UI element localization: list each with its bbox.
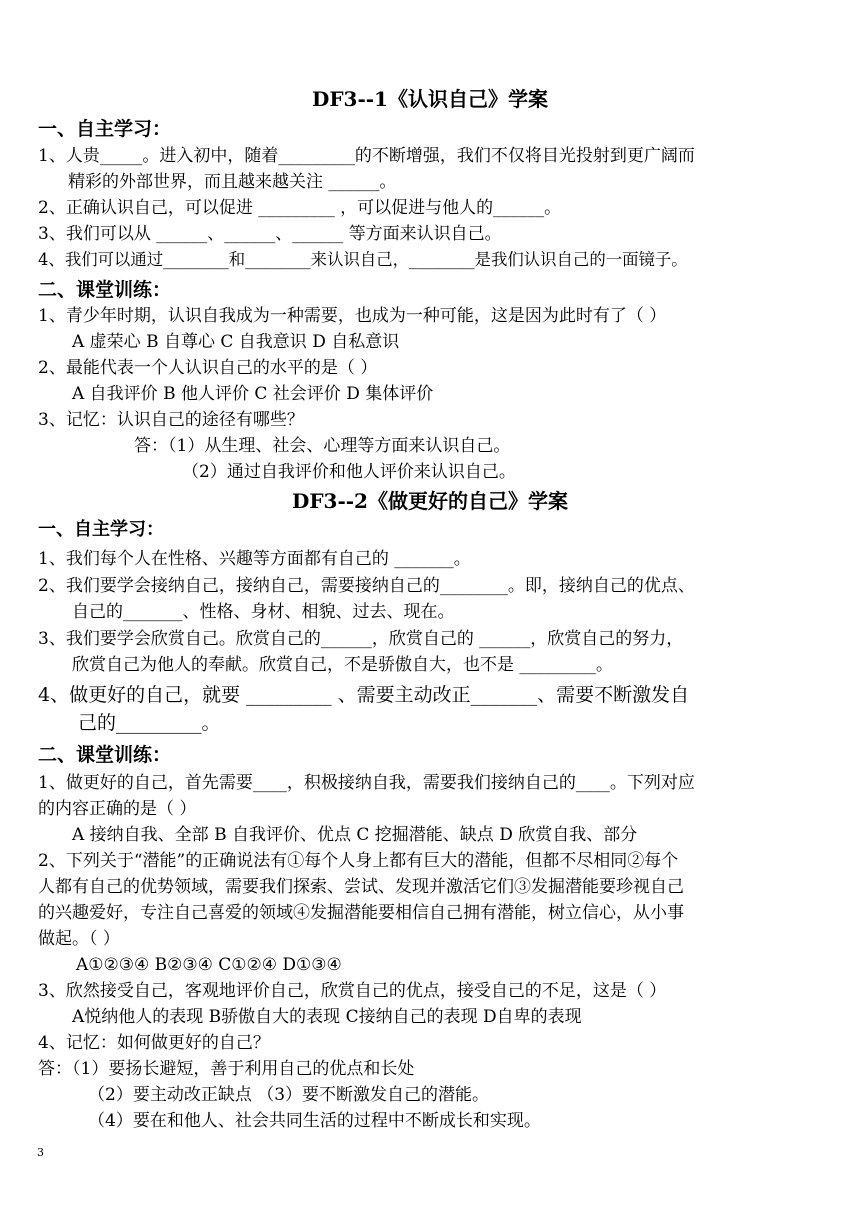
text-line: 欣赏自己为他人的奉献。欣赏自己，不是骄傲自大，也不是 _________。 bbox=[72, 655, 613, 675]
text-line: A悦纳他人的表现 B骄傲自大的表现 C接纳自己的表现 D自卑的表现 bbox=[72, 1007, 582, 1027]
section2-practice-heading: 二、课堂训练： bbox=[38, 744, 172, 766]
text-line: （2）通过自我评价和他人评价来认识自己。 bbox=[182, 462, 516, 482]
text-line: 1、做更好的自己，首先需要____，积极接纳自我，需要我们接纳自己的____。下列对应 bbox=[38, 773, 695, 793]
text-line: 人都有自己的优势领域，需要我们探索、尝试、发现并激活它们③发掘潜能要珍视自己 bbox=[38, 877, 684, 897]
text-line: 3、我们要学会欣赏自己。欣赏自己的______，欣赏自己的 ______，欣赏自己的努力， bbox=[38, 629, 684, 649]
text-line: A①②③④ B②③④ C①②④ D①③④ bbox=[76, 955, 342, 975]
text-line: 1、青少年时期，认识自我成为一种需要，也成为一种可能，这是因为此时有了（ ） bbox=[38, 306, 667, 326]
text-line: 3、记忆：认识自己的途径有哪些？ bbox=[38, 410, 304, 430]
text-line: A 接纳自我、全部 B 自我评价、优点 C 挖掘潜能、缺点 D 欣赏自我、部分 bbox=[72, 825, 638, 845]
text-line: 答：（1）从生理、社会、心理等方面来认识自己。 bbox=[134, 436, 511, 456]
section2-self-study-heading: 一、自主学习： bbox=[38, 519, 164, 540]
text-line: 4、记忆：如何做更好的自己？ bbox=[38, 1033, 270, 1053]
section1-self-study-heading: 一、自主学习： bbox=[38, 118, 172, 140]
text-line: 1、人贵_____。进入初中，随着_________的不断增强，我们不仅将目光投射到更广阔而 bbox=[38, 146, 695, 166]
text-line: 2、我们要学会接纳自己，接纳自己，需要接纳自己的________。即，接纳自己的优点、 bbox=[38, 576, 695, 596]
text-line: 4、我们可以通过________和________来认识自己，________是我们认识自己的一面镜子。 bbox=[38, 250, 688, 269]
text-line: A 自我评价 B 他人评价 C 社会评价 D 集体评价 bbox=[72, 384, 434, 404]
text-line: 3、欣然接受自己，客观地评价自己，欣赏自己的优点，接受自己的不足，这是（ ） bbox=[38, 981, 667, 1001]
text-line: 的兴趣爱好，专注自己喜爱的领域④发掘潜能要相信自己拥有潜能，树立信心，从小事 bbox=[38, 903, 684, 923]
text-line: 做起。（ ） bbox=[38, 929, 120, 949]
text-line: 答：（1）要扬长避短，善于利用自己的优点和长处 bbox=[38, 1059, 415, 1079]
section2-title: DF3--2《做更好的自己》学案 bbox=[292, 489, 568, 513]
text-line: 1、我们每个人在性格、兴趣等方面都有自己的 _______。 bbox=[38, 549, 471, 569]
text-line: 2、下列关于“潜能”的正确说法有①每个人身上都有巨大的潜能，但都不尽相同②每个 bbox=[38, 851, 679, 871]
text-line: （4）要在和他人、社会共同生活的过程中不断成长和实现。 bbox=[88, 1111, 541, 1131]
section1-title: DF3--1《认识自己》学案 bbox=[312, 87, 548, 111]
text-line: 2、正确认识自己，可以促进 _________ ，可以促进与他人的______。 bbox=[38, 198, 562, 218]
text-line: 2、最能代表一个人认识自己的水平的是（ ） bbox=[38, 358, 378, 378]
text-line: （2）要主动改正缺点 （3）要不断激发自己的潜能。 bbox=[88, 1085, 490, 1105]
text-line: 己的_________。 bbox=[78, 712, 221, 734]
page-number: 3 bbox=[37, 1146, 44, 1159]
text-line: 自己的_______、性格、身材、相貌、过去、现在。 bbox=[72, 602, 455, 622]
text-line: 4、做更好的自己，就要 _________ 、需要主动改正_______、需要不断激发自 bbox=[38, 684, 690, 706]
text-line: A 虚荣心 B 自尊心 C 自我意识 D 自私意识 bbox=[72, 332, 400, 352]
text-line: 3、我们可以从 ______、______、______ 等方面来认识自己。 bbox=[38, 224, 502, 244]
section1-practice-heading: 二、课堂训练： bbox=[38, 279, 172, 301]
text-line: 精彩的外部世界，而且越来越关注 ______。 bbox=[68, 172, 397, 192]
text-line: 的内容正确的是（ ） bbox=[38, 799, 197, 819]
